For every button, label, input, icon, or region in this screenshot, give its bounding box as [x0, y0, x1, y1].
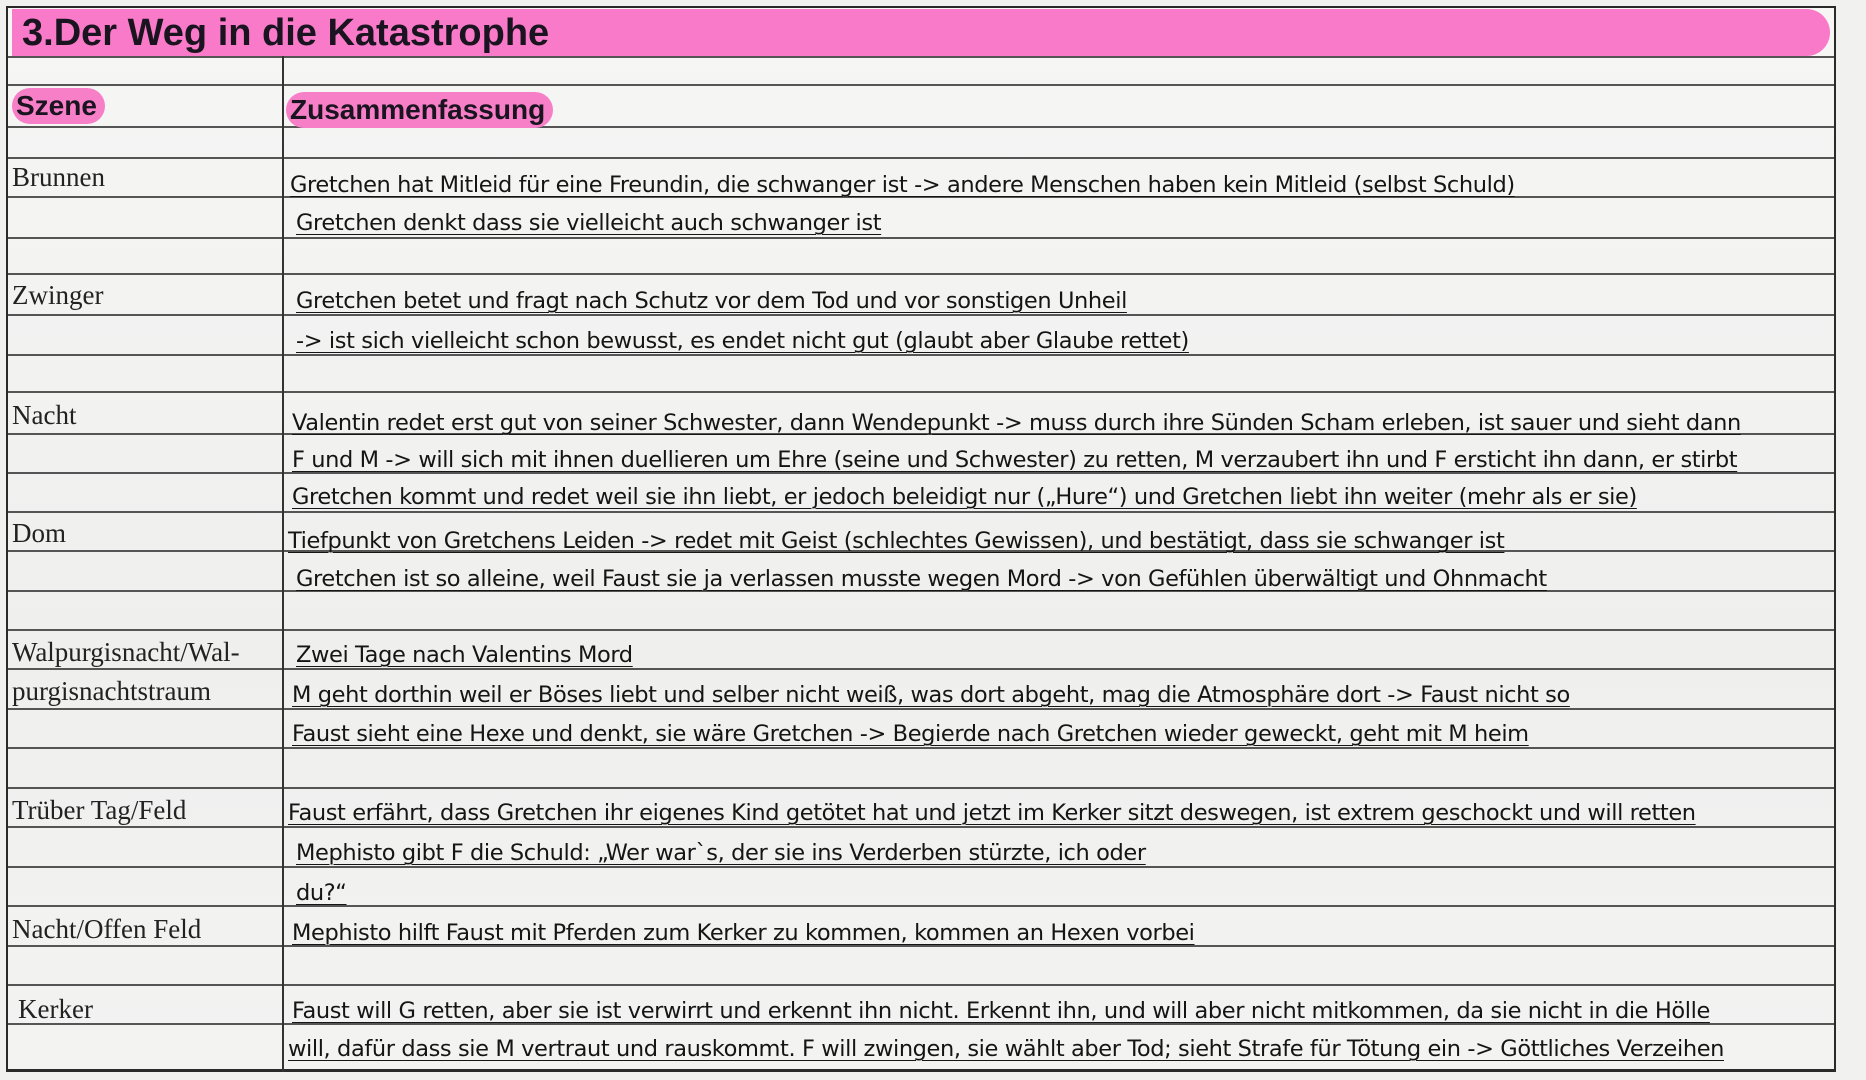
scene-name: Walpurgisnacht/Wal-	[12, 637, 240, 667]
summary-line: -> ist sich vielleicht schon bewusst, es endet nicht gut (glaubt aber Glaube rettet)	[296, 328, 1189, 354]
scene-name: Trüber Tag/Feld	[12, 795, 187, 825]
header-scene: Szene	[12, 88, 105, 124]
header-summary: Zusammenfassung	[286, 92, 553, 128]
summary-line: Valentin redet erst gut von seiner Schwester, dann Wendepunkt -> muss durch ihre Sünden Scham erleben, ist sauer und sieht dann	[292, 410, 1741, 436]
scene-name: Nacht	[12, 400, 77, 430]
summary-line: Zwei Tage nach Valentins Mord	[296, 642, 633, 668]
column-divider	[282, 56, 284, 1072]
summary-line: Faust erfährt, dass Gretchen ihr eigenes Kind getötet hat und jetzt im Kerker sitzt deswegen, ist extrem geschockt und will retten	[288, 800, 1696, 826]
summary-line: will, dafür dass sie M vertraut und rauskommt. F will zwingen, sie wählt aber Tod; sieht Strafe für Tötung ein -> Göttliches Verzeihen	[288, 1036, 1724, 1062]
summary-line: M geht dorthin weil er Böses liebt und selber nicht weiß, was dort abgeht, mag die Atmosphäre dort -> Faust nicht so	[292, 682, 1570, 708]
summary-line: Gretchen betet und fragt nach Schutz vor dem Tod und vor sonstigen Unheil	[296, 288, 1127, 314]
summary-line: Gretchen kommt und redet weil sie ihn liebt, er jedoch beleidigt nur („Hure“) und Gretchen liebt ihn weiter (mehr als er sie)	[292, 484, 1637, 510]
summary-line: Gretchen hat Mitleid für eine Freundin, die schwanger ist -> andere Menschen haben kein Mitleid (selbst Schuld)	[290, 172, 1515, 198]
page-title: 3.Der Weg in die Katastrophe	[22, 12, 550, 54]
scene-name: Kerker	[18, 994, 93, 1024]
scene-name: Zwinger	[12, 280, 104, 310]
scene-name: Dom	[12, 518, 66, 548]
summary-line: du?“	[296, 880, 347, 906]
summary-line: Gretchen ist so alleine, weil Faust sie ja verlassen musste wegen Mord -> von Gefühlen überwältigt und Ohnmacht	[296, 566, 1547, 592]
scene-name-continued: purgisnachtstraum	[12, 676, 211, 706]
summary-line: F und M -> will sich mit ihnen duellieren um Ehre (seine und Schwester) zu retten, M verzaubert ihn und F ersticht ihn dann, er stirbt	[292, 447, 1738, 473]
scene-name: Nacht/Offen Feld	[12, 914, 202, 944]
summary-line: Tiefpunkt von Gretchens Leiden -> redet mit Geist (schlechtes Gewissen), und bestätigt, dass sie schwanger ist	[288, 528, 1505, 554]
summary-line: Faust sieht eine Hexe und denkt, sie wäre Gretchen -> Begierde nach Gretchen wieder geweckt, geht mit M heim	[292, 721, 1529, 747]
summary-line: Gretchen denkt dass sie vielleicht auch schwanger ist	[296, 210, 882, 236]
summary-line: Faust will G retten, aber sie ist verwirrt und erkennt ihn nicht. Erkennt ihn, und will aber nicht mitkommen, da sie nicht in die Hölle	[292, 998, 1710, 1024]
scene-name: Brunnen	[12, 162, 105, 192]
title-highlight	[12, 9, 1830, 56]
summary-line: Mephisto gibt F die Schuld: „Wer war`s, der sie ins Verderben stürzte, ich oder	[296, 840, 1146, 866]
worksheet	[6, 6, 1836, 1072]
summary-line: Mephisto hilft Faust mit Pferden zum Kerker zu kommen, kommen an Hexen vorbei	[292, 920, 1195, 946]
